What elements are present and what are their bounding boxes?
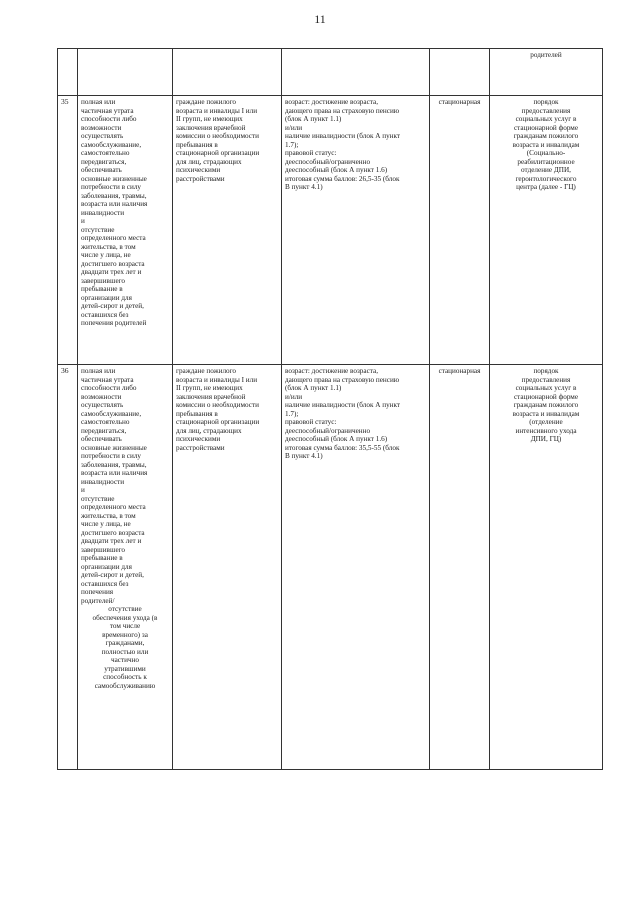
text-line: заболевания, травмы, xyxy=(81,460,147,469)
text-line: возраста и инвалидам xyxy=(512,140,580,149)
text-line: завершившего xyxy=(81,276,126,285)
text-line: возможности xyxy=(81,392,122,401)
text-line: оставшихся без xyxy=(81,310,129,319)
text-line: дающего права на страховую пенсию xyxy=(285,106,400,115)
services-table xyxy=(57,48,603,770)
text-line: жительства, в том xyxy=(81,511,136,520)
text-line: возраст: достижение возраста, xyxy=(285,367,379,375)
text-line: 1.7); xyxy=(285,409,299,418)
cell-procedure xyxy=(490,365,603,770)
text-line: инвалидности xyxy=(81,208,125,217)
cell-category xyxy=(173,96,282,365)
text-line: гражданами, xyxy=(105,639,145,647)
cell-form xyxy=(430,365,490,770)
cell-circumstances xyxy=(78,96,173,365)
text-line: дееспособный (блок А пункт 1.6) xyxy=(285,166,388,174)
text-line: порядок xyxy=(533,367,559,375)
text-line: достигшего возраста xyxy=(81,259,145,268)
text-line: социальных услуг в xyxy=(515,115,577,123)
text-line: частичная утрата xyxy=(81,106,134,115)
text-line: оставшихся без xyxy=(81,579,129,588)
text-line: (Социально- xyxy=(526,149,566,157)
text-line: гражданам пожилого xyxy=(513,132,579,140)
text-line: (отделение xyxy=(529,418,563,426)
text-line: временного) за xyxy=(102,630,148,639)
text-line: попечения родителей xyxy=(81,319,147,327)
table-row xyxy=(58,365,603,770)
text-line: завершившего xyxy=(81,545,126,554)
text-line: итоговая сумма баллов: 26,5-35 (блок xyxy=(285,174,400,183)
text-line: осуществлять xyxy=(81,132,124,140)
text-line: расстройствами xyxy=(176,443,225,452)
text-line: числе у лица, не xyxy=(81,520,131,528)
text-line: комиссии о необходимости xyxy=(176,401,259,409)
text-line: способность к xyxy=(103,673,147,681)
text-line: предоставления xyxy=(521,375,571,384)
text-line: возраста или наличия xyxy=(81,200,148,208)
text-line: дающего права на страховую пенсию xyxy=(285,375,400,384)
text-line: и xyxy=(81,486,85,494)
text-line: заболевания, травмы, xyxy=(81,191,147,200)
text-line: пребывание в xyxy=(81,554,123,562)
text-line: отсутствие xyxy=(81,494,115,503)
text-line: возраст: достижение возраста, xyxy=(285,98,379,106)
cell-criteria xyxy=(282,365,430,770)
text-line: детей-сирот и детей, xyxy=(81,302,144,310)
text-line: итоговая сумма баллов: 35,5-55 (блок xyxy=(285,443,400,452)
text-line: стационарной организации xyxy=(176,418,260,426)
text-line: самостоятельно xyxy=(81,418,130,426)
text-line: психическими xyxy=(176,435,221,443)
text-line: пребывания в xyxy=(176,409,218,418)
text-line: родителей/ xyxy=(81,596,115,605)
text-line: заключения врачебной xyxy=(176,123,246,132)
text-line: полностью или xyxy=(101,647,149,656)
text-line: возраста и инвалидам xyxy=(512,409,580,418)
text-line: В пункт 4.1) xyxy=(285,452,323,460)
text-line: (блок А пункт 1.1) xyxy=(285,384,342,392)
cell-form xyxy=(430,96,490,365)
text-line: числе у лица, не xyxy=(81,251,131,259)
text-line: геронтологического xyxy=(515,174,577,183)
text-line: отсутствие xyxy=(81,225,115,234)
cell-criteria xyxy=(282,49,430,96)
text-line: правовой статус: xyxy=(285,418,337,426)
row-number: 35 xyxy=(58,96,78,365)
cell-circumstances xyxy=(78,365,173,770)
text-line: двадцати трех лет и xyxy=(81,268,142,276)
text-line: организации для xyxy=(81,562,132,571)
cell-procedure xyxy=(490,49,603,96)
text-line: потребности в силу xyxy=(81,183,142,191)
text-line: утратившими xyxy=(104,664,146,673)
cell-procedure xyxy=(490,96,603,365)
text-line: передвигаться, xyxy=(81,157,127,166)
text-line: полная или xyxy=(81,367,116,375)
text-line: граждане пожилого xyxy=(176,98,236,106)
cell-num xyxy=(58,49,78,96)
text-line: определенного места xyxy=(81,503,146,511)
cell-category xyxy=(173,49,282,96)
text-line: обеспечения ухода (в xyxy=(92,613,158,622)
text-line: комиссии о необходимости xyxy=(176,132,259,140)
text-line: пребывание в xyxy=(81,285,123,293)
text-line: для лиц, страдающих xyxy=(176,426,242,435)
text-line: II групп, не имеющих xyxy=(176,384,243,392)
text-line: полная или xyxy=(81,98,116,106)
text-line: попечения xyxy=(81,588,114,596)
cell-form xyxy=(430,49,490,96)
text-line: психическими xyxy=(176,166,221,174)
text-line: наличие инвалидности (блок А пункт xyxy=(285,132,401,140)
text-line: способности либо xyxy=(81,115,137,123)
text-line: центра (далее - ГЦ) xyxy=(516,183,576,191)
text-line: предоставления xyxy=(521,106,571,115)
procedure-line: родителей xyxy=(530,51,562,59)
text-line: стационарной форме xyxy=(513,392,579,401)
text-line: возможности xyxy=(81,123,122,132)
text-line: В пункт 4.1) xyxy=(285,183,323,191)
text-line: порядок xyxy=(533,98,559,106)
text-line: возраста или наличия xyxy=(81,469,148,477)
text-line: 1.7); xyxy=(285,140,299,149)
text-line: передвигаться, xyxy=(81,426,127,435)
text-line: наличие инвалидности (блок А пункт xyxy=(285,401,401,409)
text-line: потребности в силу xyxy=(81,452,142,460)
text-line: II групп, не имеющих xyxy=(176,115,243,123)
text-line: и/или xyxy=(285,392,303,401)
text-line: самообслуживание, xyxy=(81,409,142,418)
text-line: стационарная xyxy=(438,367,481,375)
text-line: дееспособный (блок А пункт 1.6) xyxy=(285,435,388,443)
text-line: жительства, в том xyxy=(81,242,136,251)
text-line: заключения врачебной xyxy=(176,392,246,401)
text-line: отделение ДПИ, xyxy=(521,166,571,174)
text-line: том числе xyxy=(109,622,141,630)
text-line: расстройствами xyxy=(176,174,225,183)
text-line: ДПИ, ГЦ) xyxy=(530,435,562,443)
text-line: способности либо xyxy=(81,384,137,392)
text-line: дееспособный/ограниченно xyxy=(285,426,371,435)
table-row-continuation xyxy=(58,49,603,96)
text-line: инвалидности xyxy=(81,477,125,486)
text-line: социальных услуг в xyxy=(515,384,577,392)
text-line: частично xyxy=(110,656,140,664)
text-line: возраста и инвалиды I или xyxy=(176,106,258,115)
cell-criteria xyxy=(282,96,430,365)
text-line: самообслуживанию xyxy=(94,681,156,690)
cell-circumstances xyxy=(78,49,173,96)
text-line: основные жизненные xyxy=(81,443,147,452)
text-line: интенсивного ухода xyxy=(515,426,577,435)
text-line: и xyxy=(81,217,85,225)
text-line: пребывания в xyxy=(176,140,218,149)
text-line: (блок А пункт 1.1) xyxy=(285,115,342,123)
table-row xyxy=(58,96,603,365)
page-number: 11 xyxy=(314,12,326,26)
cell-category xyxy=(173,365,282,770)
text-line: организации для xyxy=(81,293,132,302)
text-line: для лиц, страдающих xyxy=(176,157,242,166)
text-line: стационарной форме xyxy=(513,123,579,132)
text-line: достигшего возраста xyxy=(81,528,145,537)
text-line: обеспечивать xyxy=(81,435,122,443)
text-line: стационарной организации xyxy=(176,149,260,157)
text-line: дееспособный/ограниченно xyxy=(285,157,371,166)
text-line: возраста и инвалиды I или xyxy=(176,375,258,384)
text-line: двадцати трех лет и xyxy=(81,537,142,545)
text-line: частичная утрата xyxy=(81,375,134,384)
text-line: реабилитационное xyxy=(517,157,575,166)
text-line: осуществлять xyxy=(81,401,124,409)
row-number: 36 xyxy=(58,365,78,770)
text-line: основные жизненные xyxy=(81,174,147,183)
text-line: гражданам пожилого xyxy=(513,401,579,409)
text-line: граждане пожилого xyxy=(176,367,236,375)
text-line: правовой статус: xyxy=(285,149,337,157)
text-line: отсутствие xyxy=(108,605,142,613)
text-line: стационарная xyxy=(438,98,481,106)
text-line: и/или xyxy=(285,123,303,132)
text-line: самообслуживание, xyxy=(81,140,142,149)
text-line: самостоятельно xyxy=(81,149,130,157)
text-line: определенного места xyxy=(81,234,146,242)
text-line: обеспечивать xyxy=(81,166,122,174)
text-line: детей-сирот и детей, xyxy=(81,571,144,579)
